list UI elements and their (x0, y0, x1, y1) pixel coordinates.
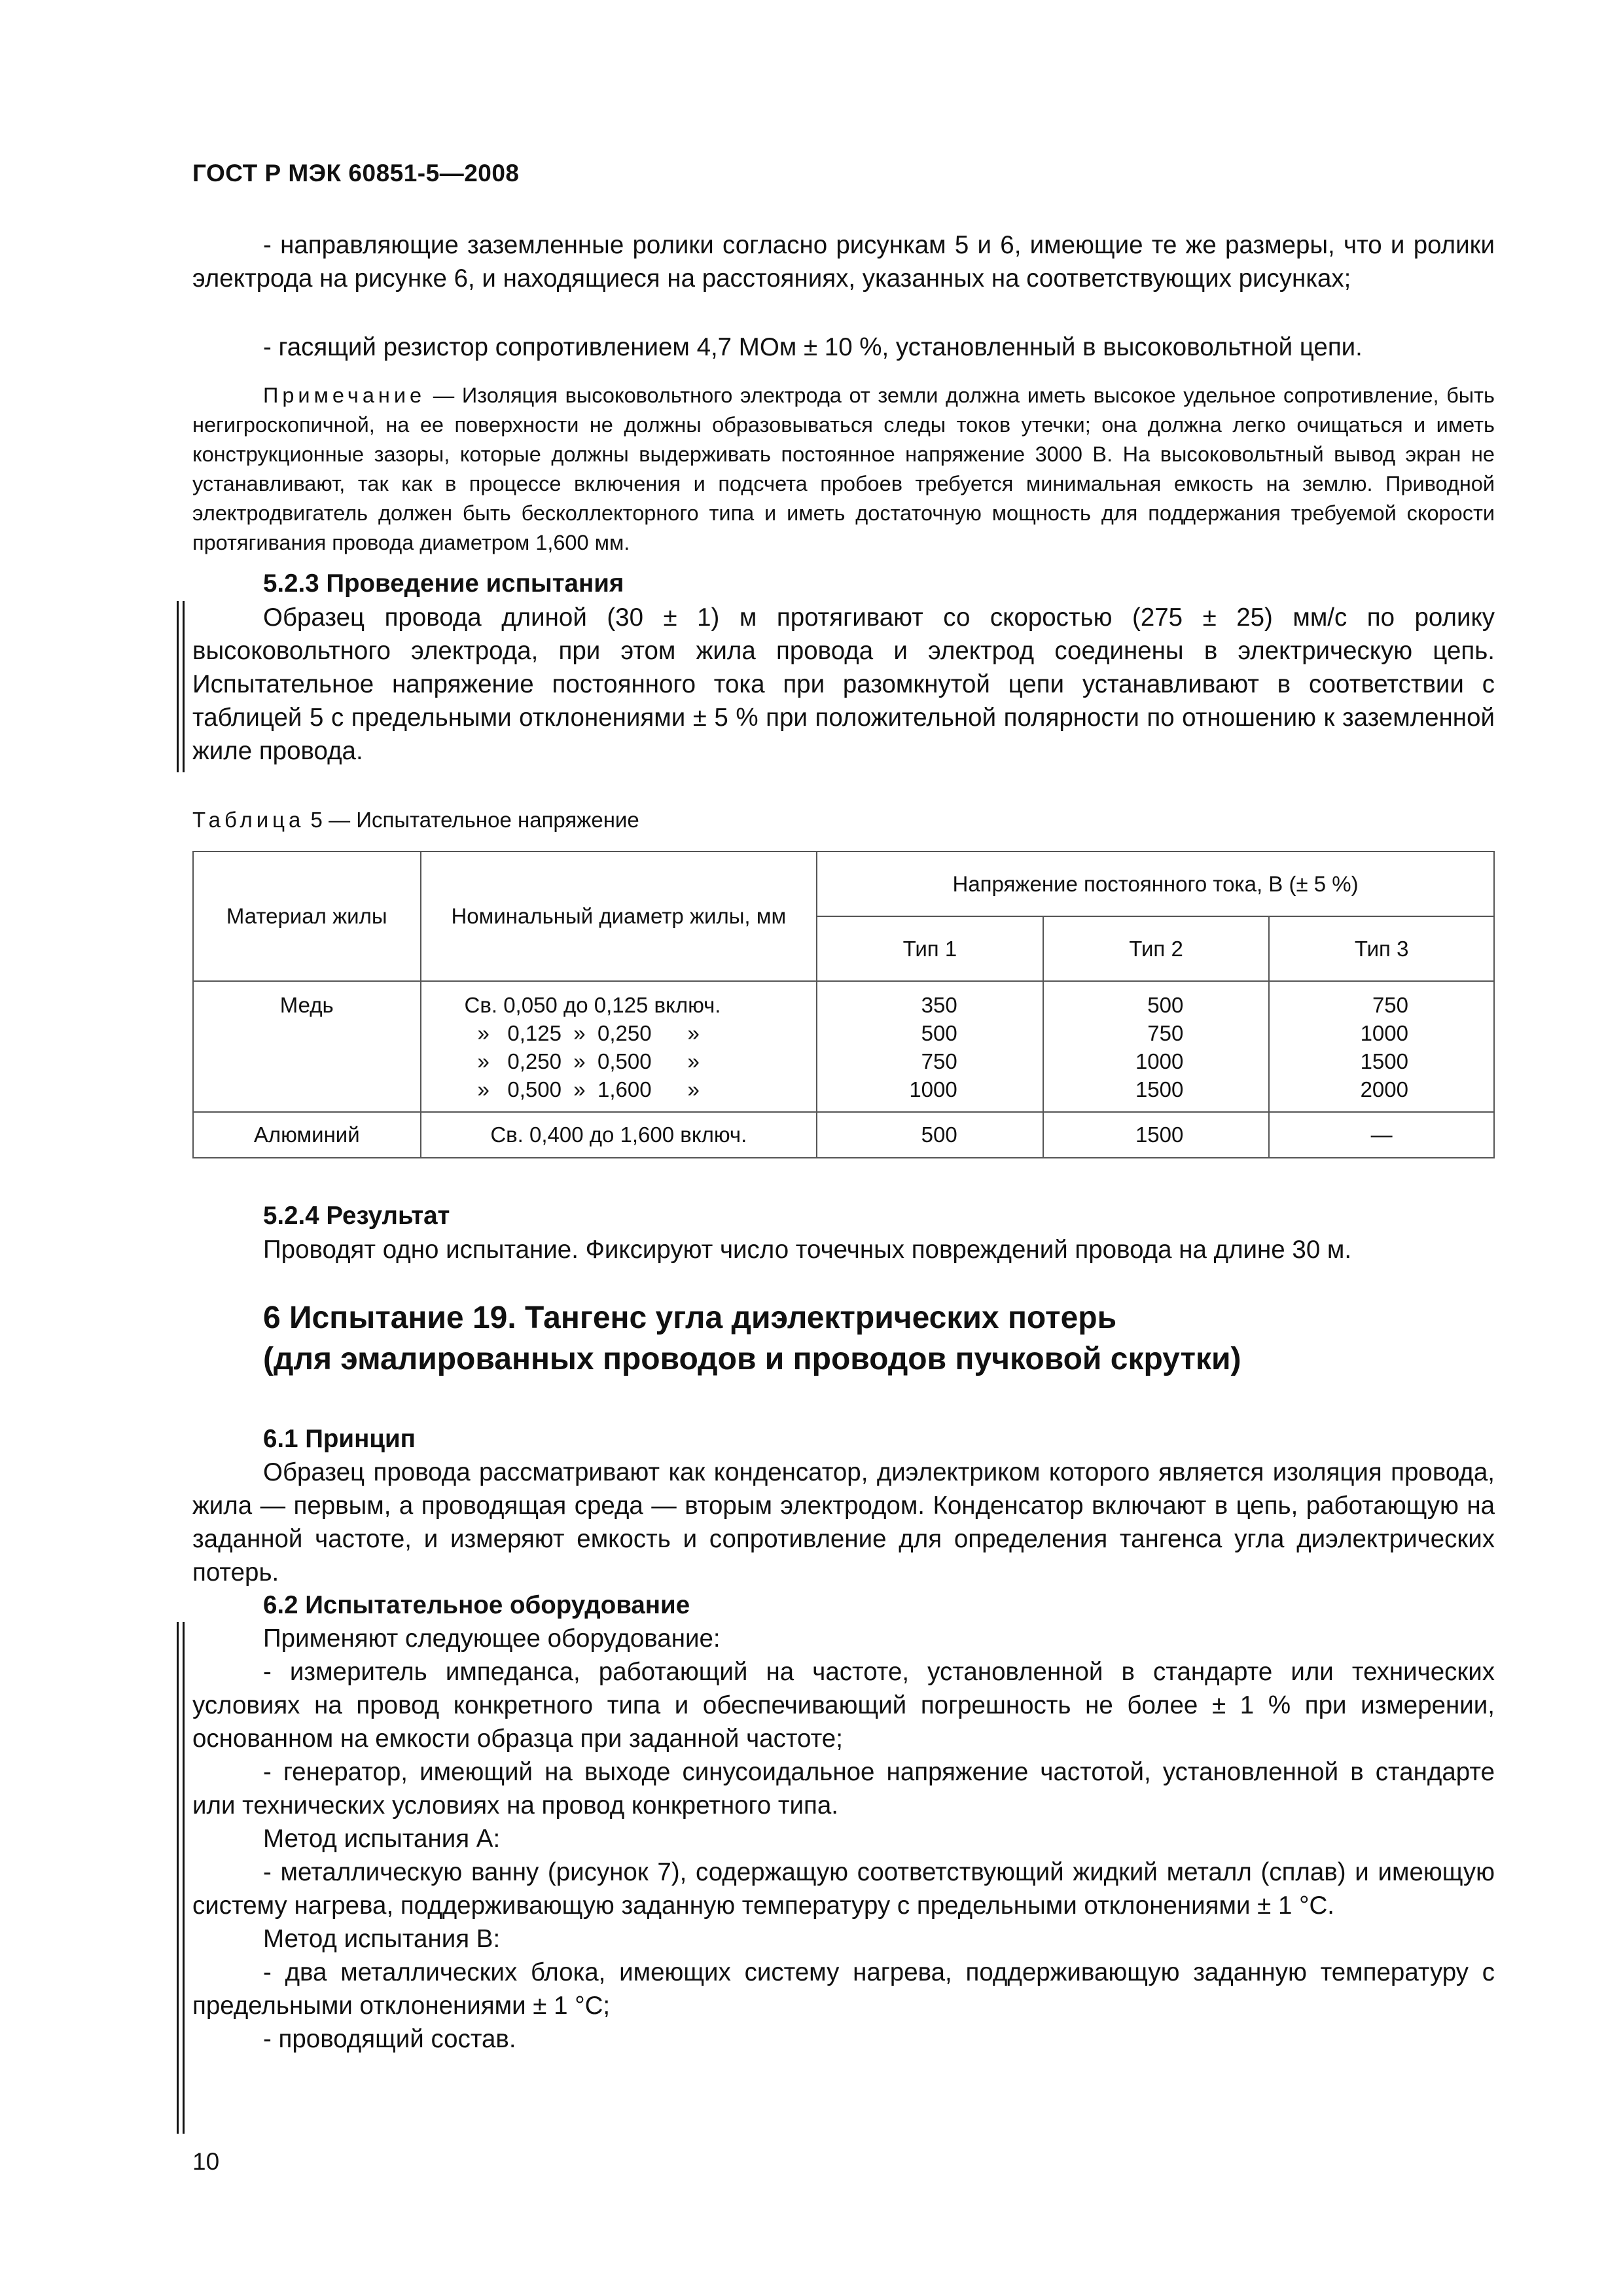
copper-diameter-0: Св. 0,050 до 0,125 включ. (464, 993, 721, 1017)
copper-diameter-list (465, 982, 817, 1111)
copper-t1-1: 500 (921, 1021, 957, 1045)
copper-t1-3: 1000 (909, 1077, 957, 1102)
copper-t3-1: 1000 (1360, 1021, 1408, 1045)
header-voltage: Напряжение постоянного тока, В (± 5 %) (817, 852, 1494, 916)
page-number: 10 (192, 2148, 220, 2175)
header-type-3: Тип 3 (1269, 916, 1494, 981)
section-6-2-title: 6.2 Испытательное оборудование (263, 1591, 690, 1619)
document-header: ГОСТ Р МЭК 60851-5—2008 (192, 160, 520, 187)
item-resistor: - гасящий резистор сопротивлением 4,7 МОм ± 10 %, установленный в высоковольтной цепи. (263, 333, 1363, 361)
header-type-2: Тип 2 (1043, 916, 1270, 981)
copper-t2-3: 1500 (1135, 1077, 1184, 1102)
copper-t2-1: 750 (1147, 1021, 1184, 1045)
section-5-2-4-text: Проводят одно испытание. Фиксируют число точечных повреждений провода на длине 30 м. (263, 1236, 1352, 1264)
copper-t3-0: 750 (1372, 993, 1408, 1017)
note-text: — Изоляция высоковольтного электрода от земли должна иметь высокое удельное сопротивление, быть негигроскопичной, на ее поверхности не должны образовываться следы токов утечки; она должна легко очищаться и иметь конструкционные зазоры, которые должны выдерживать постоянное напряжение 3000 В. На высоковольтный вывод экран не устанавливают, так как в процессе включения и подсчета пробоев требуется минимальная емкость на землю. Приводной электродвигатель должен быть бесколлекторного типа и иметь достаточную мощность для поддержания требуемой скорости протягивания провода диаметром 1,600 мм. (192, 384, 1495, 554)
material-aluminium: Алюминий (193, 1112, 421, 1158)
table-caption-title: 5 — Испытательное напряжение (304, 808, 639, 832)
copper-type-3-values (1270, 982, 1408, 1111)
table-caption-label: Таблица (192, 808, 305, 832)
copper-diameter-2: » 0,250 » 0,500 » (477, 1049, 700, 1073)
section-6-title-line1: 6 Испытание 19. Тангенс угла диэлектрических потерь (263, 1300, 1117, 1335)
equipment-item-generator: - генератор, имеющий на выходе синусоидальное напряжение частотой, установленной в стандарте или технических условиях на провод конкретного типа. (192, 1758, 1495, 1820)
section-6-1-text: Образец провода рассматривают как конденсатор, диэлектриком которого является изоляция провода, жила — первым, а проводящая среда — вторым электродом. Конденсатор включают в цепь, работающую на заданной частоте, и измеряют емкость и сопротивление для определения тангенса угла диэлектрических потерь. (192, 1458, 1495, 1587)
change-bar (183, 601, 185, 772)
section-5-2-4-title: 5.2.4 Результат (263, 1202, 450, 1230)
test-voltage-table (192, 851, 1495, 1158)
section-6-1-title: 6.1 Принцип (263, 1425, 416, 1453)
copper-diameter-1: » 0,125 » 0,250 » (477, 1021, 700, 1045)
section-6-2-intro: Применяют следующее оборудование: (263, 1624, 721, 1653)
note-label: Примечание (263, 384, 426, 407)
copper-t2-2: 1000 (1135, 1049, 1184, 1073)
method-b-label: Метод испытания В: (263, 1925, 501, 1953)
copper-t3-3: 2000 (1360, 1077, 1408, 1102)
equipment-item-metal-bath: - металлическую ванну (рисунок 7), содержащую соответствующий жидкий металл (сплав) и имеющую систему нагрева, поддерживающую заданную температуру с предельными отклонениями ± 1 °С. (192, 1858, 1495, 1920)
material-copper: Медь (279, 993, 334, 1017)
equipment-item-conductive-compound: - проводящий состав. (263, 2025, 516, 2053)
change-bar (177, 601, 179, 772)
copper-type-1-values (817, 982, 957, 1111)
change-bar (183, 1622, 185, 2134)
equipment-item-impedance-meter: - измеритель импеданса, работающий на частоте, установленной в стандарте или технических условиях на провод конкретного типа и обеспечивающий погрешность не более ± 1 % при измерении, основанном на емкости образца при заданной частоте; (192, 1658, 1495, 1753)
header-material: Материал жилы (193, 852, 421, 981)
section-5-2-3-title: 5.2.3 Проведение испытания (263, 569, 624, 598)
copper-type-2-values (1044, 982, 1184, 1111)
aluminium-diameter: Св. 0,400 до 1,600 включ. (421, 1112, 817, 1158)
method-a-label: Метод испытания А: (263, 1825, 501, 1853)
table-caption (192, 808, 639, 833)
table-row-copper (193, 981, 1494, 1112)
aluminium-t2: 1500 (1043, 1112, 1270, 1158)
aluminium-t3: — (1269, 1112, 1494, 1158)
note-paragraph (192, 381, 1495, 558)
copper-diameter-3: » 0,500 » 1,600 » (477, 1077, 700, 1102)
aluminium-t1: 500 (817, 1112, 1043, 1158)
copper-t1-0: 350 (921, 993, 957, 1017)
copper-t1-2: 750 (921, 1049, 957, 1073)
table-row-aluminium (193, 1112, 1494, 1158)
copper-t2-0: 500 (1147, 993, 1184, 1017)
header-diameter: Номинальный диаметр жилы, мм (421, 852, 817, 981)
section-6-title-line2: (для эмалированных проводов и проводов пучковой скрутки) (263, 1342, 1241, 1376)
change-bar (177, 1622, 179, 2134)
header-type-1: Тип 1 (817, 916, 1043, 981)
item-rollers: - направляющие заземленные ролики согласно рисункам 5 и 6, имеющие те же размеры, что и ролики электрода на рисунке 6, и находящиеся на расстояниях, указанных на соответствующих рисунках; (192, 231, 1495, 293)
copper-t3-2: 1500 (1360, 1049, 1408, 1073)
section-5-2-3-text: Образец провода длиной (30 ± 1) м протягивают со скоростью (275 ± 25) мм/с по ролику высоковольтного электрода, при этом жила провода и электрод соединены в электрическую цепь. Испытательное напряжение постоянного тока при разомкнутой цепи устанавливают в соответствии с таблицей 5 с предельными отклонениями ± 5 % при положительной полярности по отношению к заземленной жиле провода. (192, 603, 1495, 765)
equipment-item-metal-blocks: - два металлических блока, имеющих систему нагрева, поддерживающую заданную температуру с предельными отклонениями ± 1 °С; (192, 1958, 1495, 2020)
